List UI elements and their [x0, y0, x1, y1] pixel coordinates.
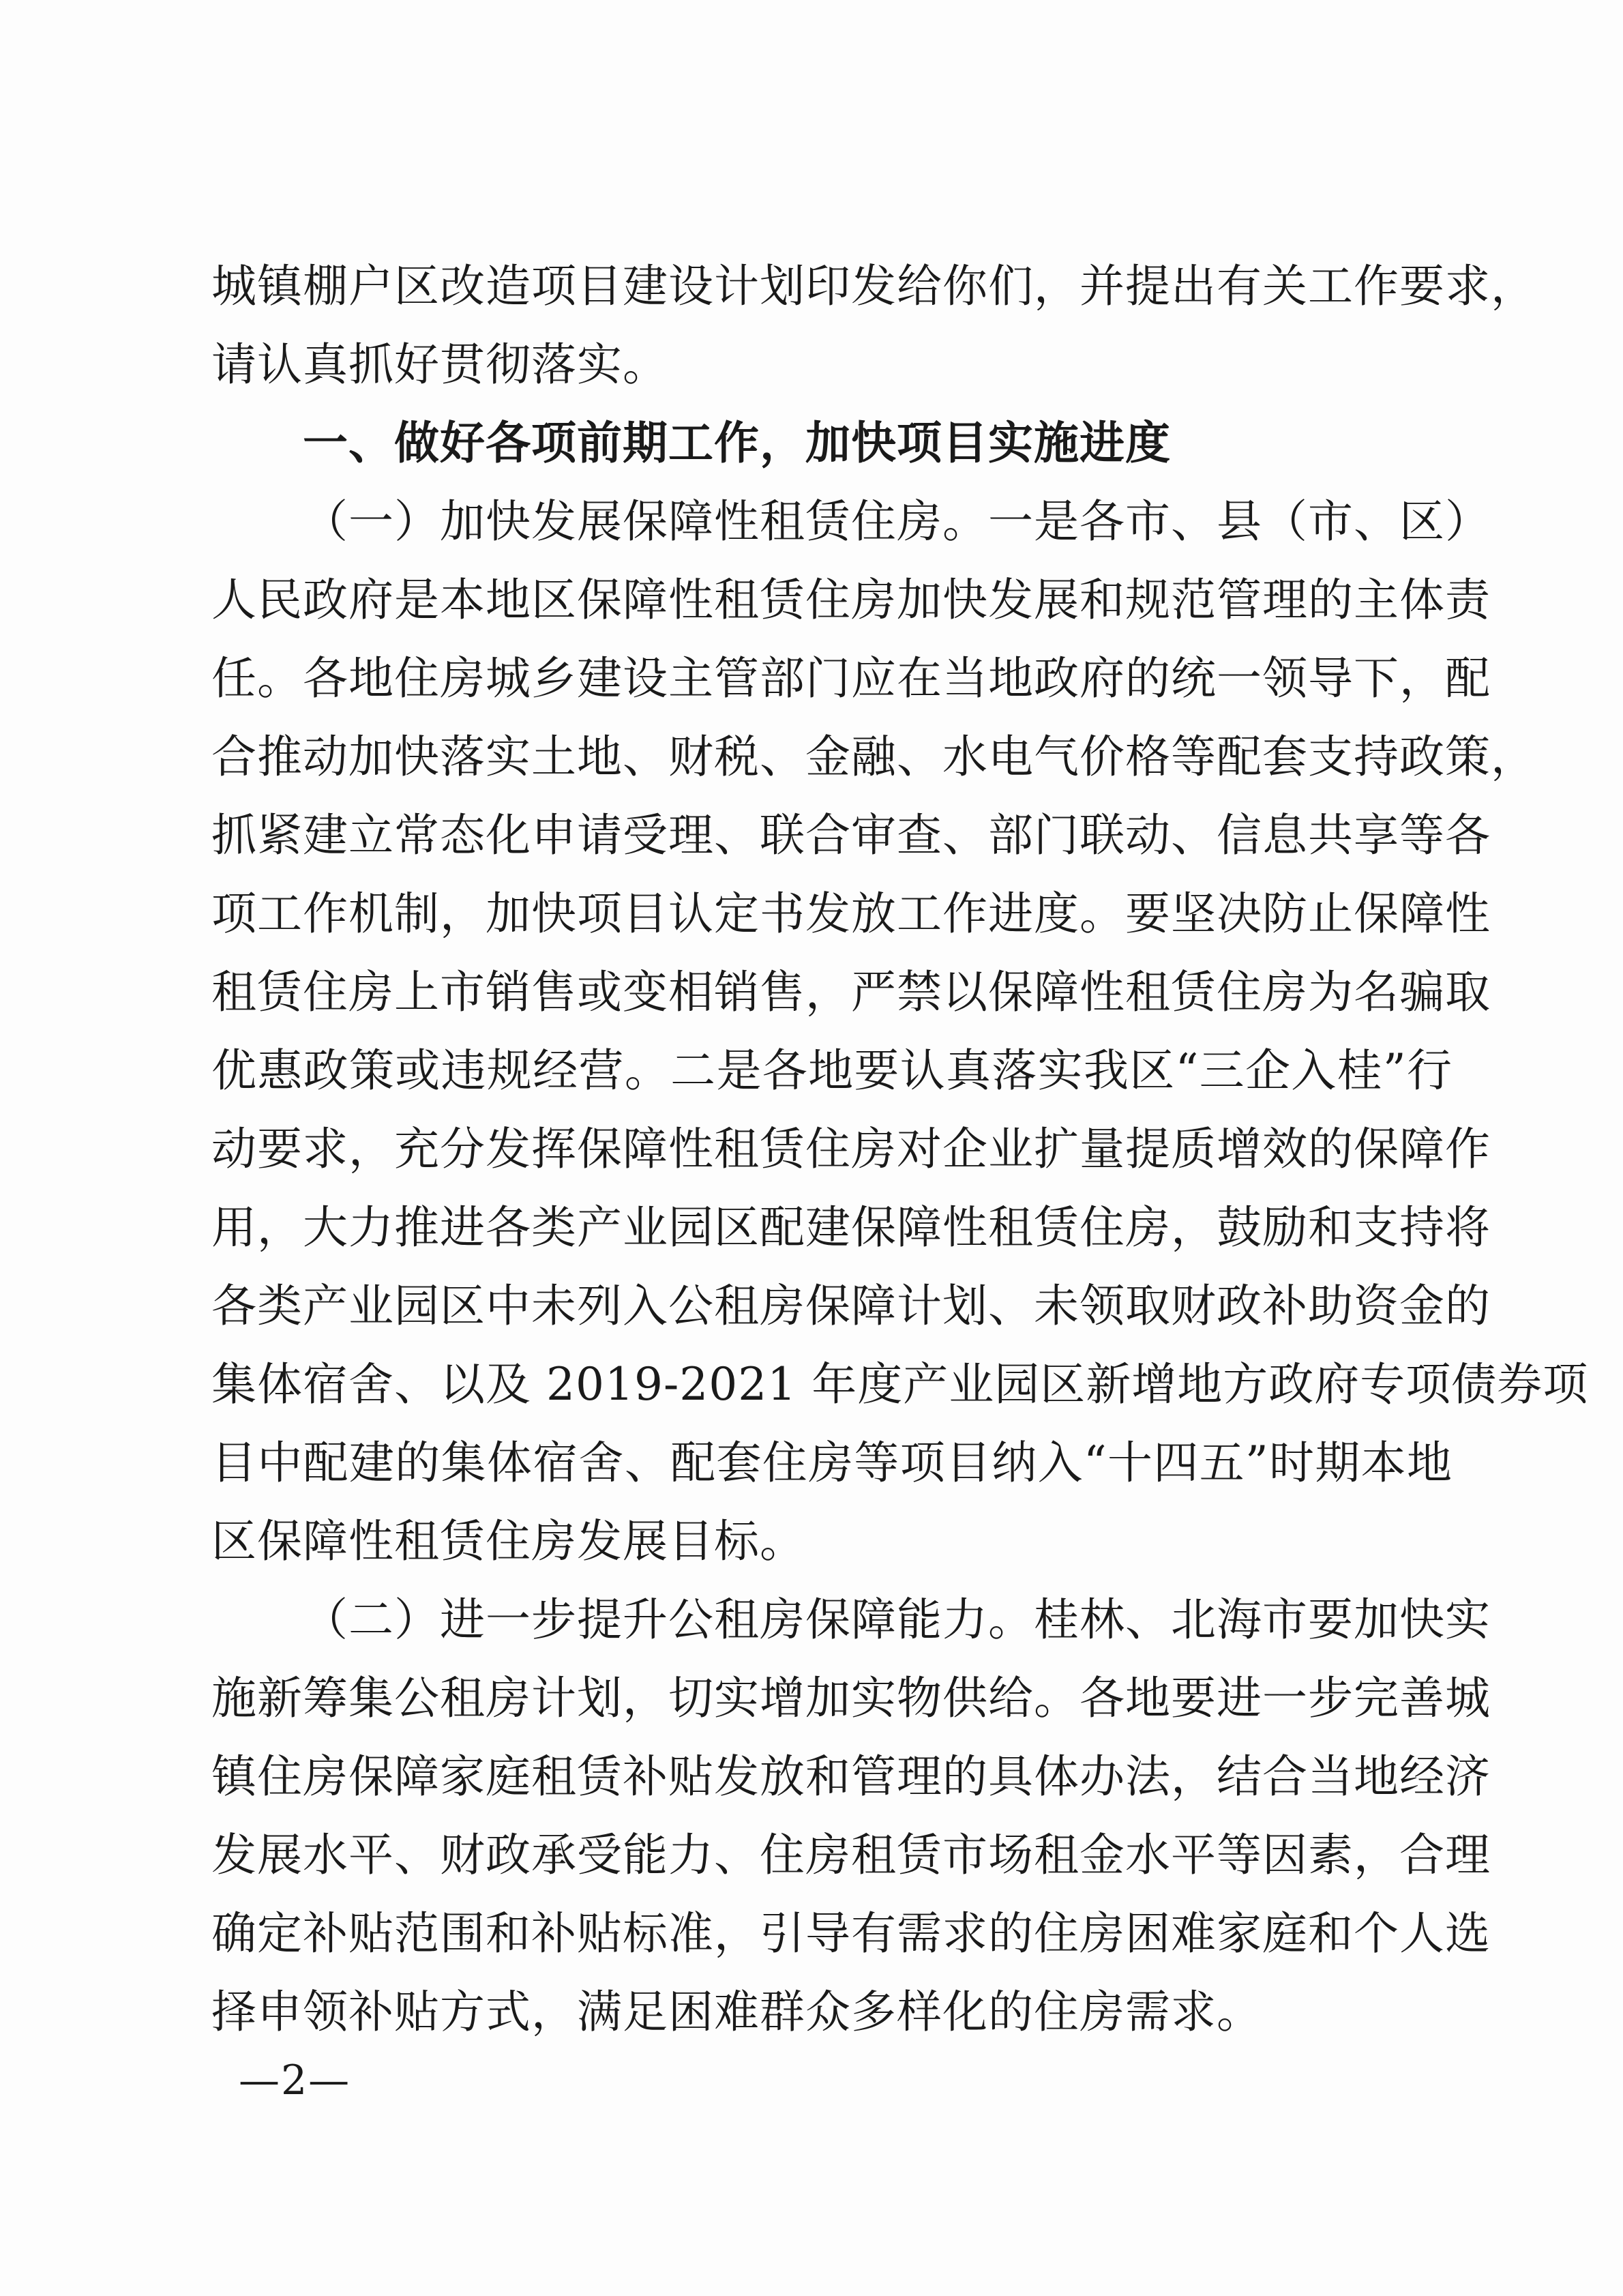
- body-line: 请认真抓好贯彻落实。: [211, 338, 668, 391]
- body-line: 抓紧建立常态化申请受理、联合审查、部门联动、信息共享等各: [211, 809, 1491, 862]
- body-line: 集体宿舍、以及 2019-2021 年度产业园区新增地方政府专项债券项: [211, 1358, 1589, 1411]
- page-number: —2—: [239, 2057, 351, 2104]
- body-line: 择申领补贴方式，满足困难群众多样化的住房需求。: [211, 1986, 1262, 2038]
- body-line: 各类产业园区中未列入公租房保障计划、未领取财政补助资金的: [211, 1280, 1491, 1332]
- body-line: 发展水平、财政承受能力、住房租赁市场租金水平等因素，合理: [211, 1829, 1491, 1881]
- body-line: 动要求，充分发挥保障性租赁住房对企业扩量提质增效的保障作: [211, 1123, 1491, 1175]
- body-line: 用，大力推进各类产业园区配建保障性租赁住房，鼓励和支持将: [211, 1201, 1491, 1254]
- body-line: 镇住房保障家庭租赁补贴发放和管理的具体办法，结合当地经济: [211, 1750, 1491, 1803]
- body-line: 区保障性租赁住房发展目标。: [211, 1515, 805, 1568]
- body-line: 租赁住房上市销售或变相销售，严禁以保障性租赁住房为名骗取: [211, 966, 1491, 1018]
- body-line: 城镇棚户区改造项目建设计划印发给你们，并提出有关工作要求，: [211, 260, 1536, 312]
- subsection-heading-line: （一）加快发展保障性租赁住房。一是各市、县（市、区）: [303, 495, 1491, 548]
- subsection-heading-line: （二）进一步提升公租房保障能力。桂林、北海市要加快实: [303, 1593, 1491, 1646]
- body-line: 优惠政策或违规经营。二是各地要认真落实我区“三企入桂”行: [211, 1044, 1453, 1097]
- body-line: 施新筹集公租房计划，切实增加实物供给。各地要进一步完善城: [211, 1672, 1491, 1724]
- body-line: 任。各地住房城乡建设主管部门应在当地政府的统一领导下，配: [211, 652, 1491, 705]
- body-line: 目中配建的集体宿舍、配套住房等项目纳入“十四五”时期本地: [211, 1437, 1453, 1489]
- body-line: 人民政府是本地区保障性租赁住房加快发展和规范管理的主体责: [211, 574, 1491, 626]
- body-line: 确定补贴范围和补贴标准，引导有需求的住房困难家庭和个人选: [211, 1907, 1491, 1960]
- section-heading: 一、做好各项前期工作，加快项目实施进度: [303, 417, 1171, 469]
- body-line: 合推动加快落实土地、财税、金融、水电气价格等配套支持政策，: [211, 731, 1536, 783]
- body-line: 项工作机制，加快项目认定书发放工作进度。要坚决防止保障性: [211, 887, 1491, 940]
